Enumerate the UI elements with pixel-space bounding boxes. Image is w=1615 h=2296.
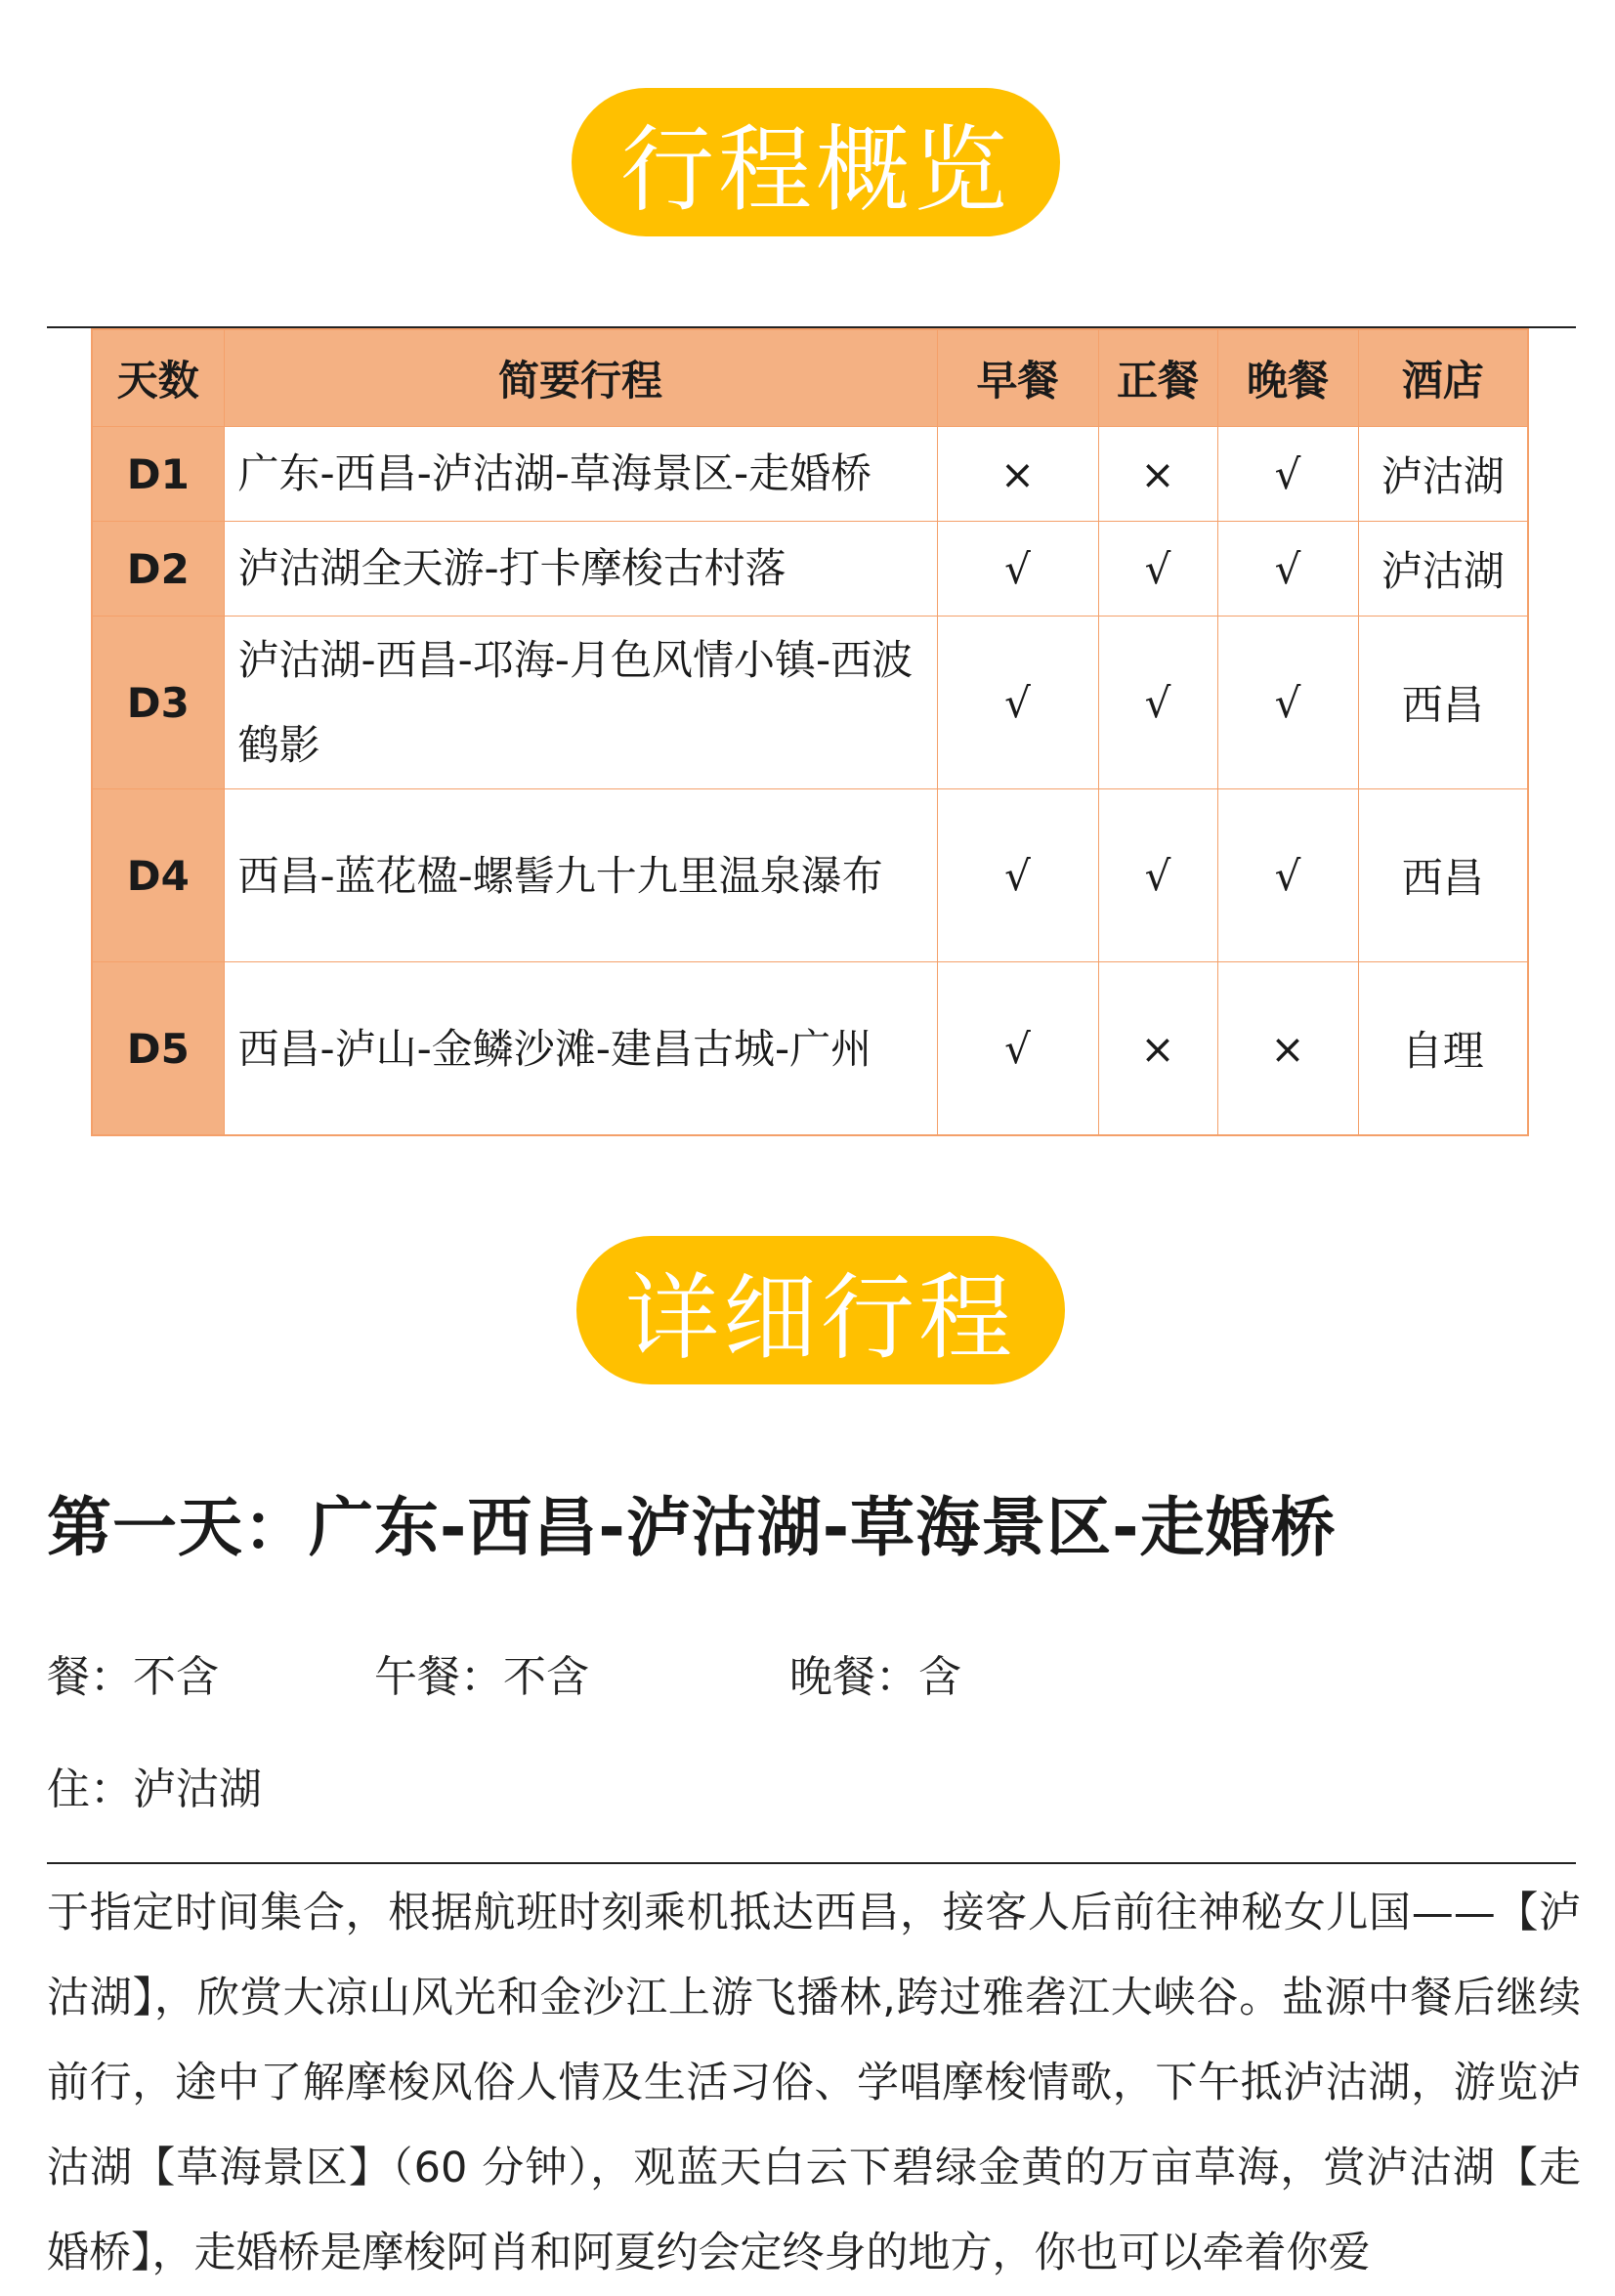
hotel-cell: 泸沽湖 — [1358, 522, 1528, 617]
dinner-cell: √ — [1217, 789, 1358, 962]
route-cell: 广东-西昌-泸沽湖-草海景区-走婚桥 — [224, 427, 937, 522]
breakfast-cell: √ — [937, 962, 1098, 1136]
day-cell: D3 — [92, 617, 224, 789]
day-cell: D1 — [92, 427, 224, 522]
header-route: 简要行程 — [224, 329, 937, 427]
table-row — [92, 789, 1528, 962]
table-row — [92, 522, 1528, 617]
day-cell: D4 — [92, 789, 224, 962]
hotel-cell: 泸沽湖 — [1358, 427, 1528, 522]
day1-title: 第一天：广东-西昌-泸沽湖-草海景区-走婚桥 — [47, 1490, 1337, 1565]
day1-lunch: 午餐：不含 — [374, 1652, 589, 1702]
hotel-cell: 自理 — [1358, 962, 1528, 1136]
header-day: 天数 — [92, 329, 224, 427]
day1-stay: 住：泸沽湖 — [47, 1765, 262, 1814]
breakfast-cell: √ — [937, 789, 1098, 962]
detail-section-title: 详细行程 — [576, 1236, 1065, 1384]
breakfast-cell: √ — [937, 617, 1098, 789]
lunch-cell: √ — [1098, 617, 1217, 789]
header-dinner: 晚餐 — [1217, 329, 1358, 427]
day1-dinner: 晚餐：含 — [789, 1652, 961, 1702]
header-lunch: 正餐 — [1098, 329, 1217, 427]
dinner-cell: × — [1217, 962, 1358, 1136]
header-breakfast: 早餐 — [937, 329, 1098, 427]
divider — [47, 1862, 1576, 1864]
breakfast-cell: √ — [937, 522, 1098, 617]
breakfast-cell: × — [937, 427, 1098, 522]
itinerary-overview-table — [91, 328, 1529, 1136]
dinner-cell: √ — [1217, 427, 1358, 522]
route-cell: 西昌-蓝花楹-螺髻九十九里温泉瀑布 — [224, 789, 937, 962]
header-hotel: 酒店 — [1358, 329, 1528, 427]
dinner-cell: √ — [1217, 617, 1358, 789]
table-row — [92, 427, 1528, 522]
day-cell: D5 — [92, 962, 224, 1136]
table-row — [92, 962, 1528, 1136]
table-row — [92, 617, 1528, 789]
route-cell: 泸沽湖-西昌-邛海-月色风情小镇-西波鹤影 — [224, 617, 937, 789]
lunch-cell: × — [1098, 962, 1217, 1136]
hotel-cell: 西昌 — [1358, 789, 1528, 962]
day-cell: D2 — [92, 522, 224, 617]
hotel-cell: 西昌 — [1358, 617, 1528, 789]
route-cell: 西昌-泸山-金鳞沙滩-建昌古城-广州 — [224, 962, 937, 1136]
day1-breakfast: 餐：不含 — [47, 1652, 219, 1702]
day1-description: 于指定时间集合，根据航班时刻乘机抵达西昌，接客人后前往神秘女儿国——【泸沽湖】，欣赏大凉山风光和金沙江上游飞播林,跨过雅砻江大峡谷。盐源中餐后继续前行，途中了解摩梭风俗人情及生活习俗、学唱摩梭情歌，下午抵泸沽湖，游览泸沽湖【草海景区】（60 分钟），观蓝天白云下碧绿金黄的万亩草海，赏泸沽湖【走婚桥】，走婚桥是摩梭阿肖和阿夏约会定终身的地方，你也可以牵着你爱 — [47, 1889, 1581, 2277]
route-cell: 泸沽湖全天游-打卡摩梭古村落 — [224, 522, 937, 617]
table-header-row — [92, 329, 1528, 427]
overview-section-title: 行程概览 — [572, 88, 1060, 236]
lunch-cell: √ — [1098, 522, 1217, 617]
lunch-cell: √ — [1098, 789, 1217, 962]
dinner-cell: √ — [1217, 522, 1358, 617]
lunch-cell: × — [1098, 427, 1217, 522]
